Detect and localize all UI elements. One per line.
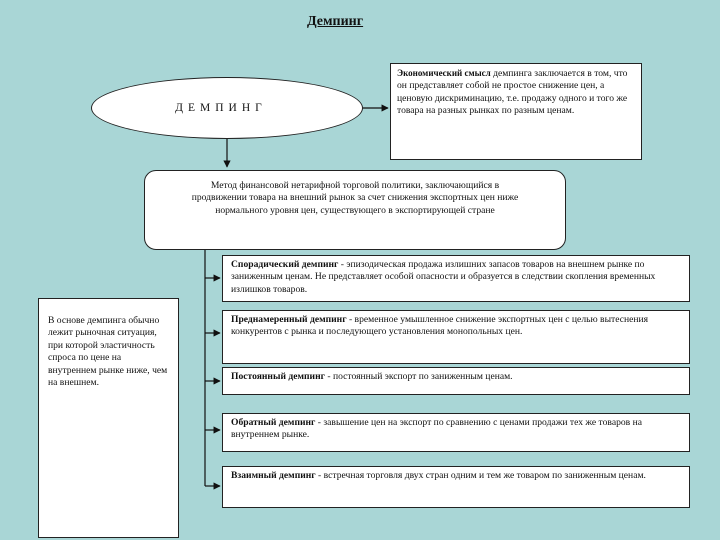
type-desc: - встречная торговля двух стран одним и тем же товаром по заниженным ценам.	[315, 470, 646, 481]
type-desc: - эпизодическая продажа излишних запасов товаров на внешнем рынке по заниженным ценам. Не представляет особой опасности и образуется в следствии скопления временных излишков товаров.	[231, 259, 656, 295]
economic-meaning-box	[390, 63, 642, 160]
type-name: Преднамеренный демпинг	[231, 314, 347, 325]
meaning-text: демпинга заключается в том, что он представляет собой не простое снижение цен, а ценовую дискриминацию, т.е. продажу одного и того же товара на разных рынках по разным ценам.	[397, 68, 628, 117]
type-desc: - постоянный экспорт по заниженным ценам.	[324, 371, 513, 382]
type-mutual-box	[222, 466, 690, 508]
method-text: Метод финансовой нетарифной торговой политики, заключающийся в продвижении товара на внешний рынок за счет снижения экспортных цен ниже нормального уровня цен, существующего в экспортирующей стране	[191, 180, 519, 216]
meaning-heading: Экономический смысл	[397, 68, 491, 78]
type-name: Обратный демпинг	[231, 417, 316, 428]
type-name: Постоянный демпинг	[231, 371, 325, 382]
type-desc: - временное умышленное снижение экспортных цен с целью вытеснения конкурентов с рынка и последующего установления монопольных цен.	[231, 314, 649, 338]
method-definition-box	[144, 170, 566, 250]
basis-box	[38, 298, 179, 538]
type-name: Спорадический демпинг	[231, 259, 339, 270]
type-permanent-box	[222, 367, 690, 395]
basis-text: В основе демпинга обычно лежит рыночная ситуация, при которой эластичность спроса по цене на внутреннем рынке ниже, чем на внешнем.	[48, 315, 168, 389]
page-title: Демпинг	[307, 14, 364, 29]
type-desc: - завышение цен на экспорт по сравнению с ценами продажи тех же товаров на внутреннем рынке.	[231, 417, 642, 441]
type-reverse-box	[222, 413, 690, 452]
type-sporadic-box	[222, 255, 690, 302]
type-name: Взаимный демпинг	[231, 470, 316, 481]
central-node	[91, 77, 363, 139]
type-deliberate-box	[222, 310, 690, 364]
central-label: ДЕМПИНГ	[175, 102, 267, 114]
